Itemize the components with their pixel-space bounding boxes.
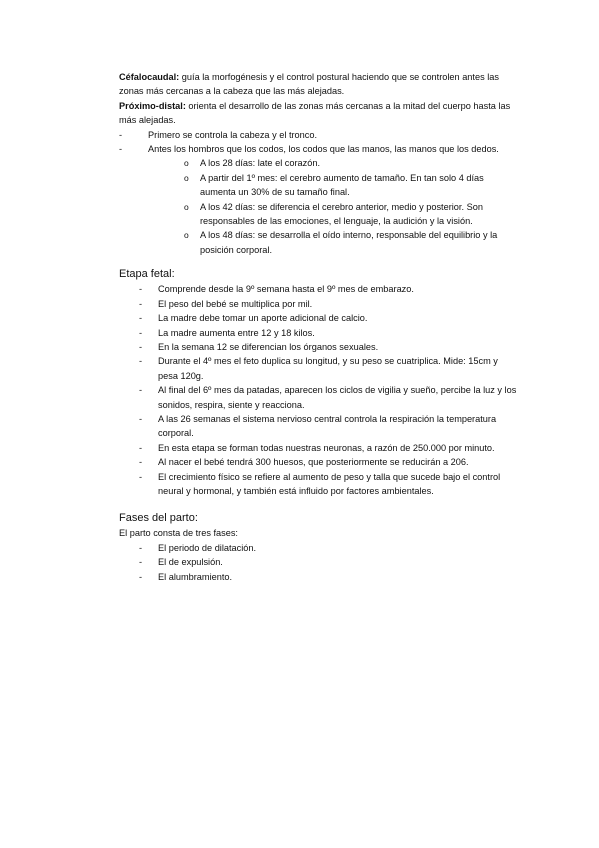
proximodistal-paragraph [119, 99, 519, 128]
document-body [119, 70, 519, 584]
list-item: - Durante el 4º mes el feto duplica su longitud, y su peso se cuatriplica. Mide: 15cm y pesa 120g. [119, 354, 519, 383]
cefalocaudal-text: guía la morfogénesis y el control postural haciendo que se controlen antes las zonas más cercanas a la cabeza que las más alejadas. [119, 72, 499, 97]
development-list [119, 128, 519, 258]
proximodistal-text: orienta el desarrollo de las zonas más cercanas a la mitad del cuerpo hasta las más alejadas. [119, 100, 511, 126]
birth-phases-intro: El parto consta de tres fases: [119, 528, 238, 539]
list-item: - A las 26 semanas el sistema nervioso central controla la respiración la temperatura corporal. [119, 412, 519, 441]
list-item: - En la semana 12 se diferencian los órganos sexuales. [119, 340, 519, 354]
list-item: - El crecimiento físico se refiere al aumento de peso y talla que sucede bajo el control neural y hormonal, y también está influido por factores ambientales. [119, 470, 519, 499]
cefalocaudal-paragraph [119, 70, 519, 99]
list-item: - El alumbramiento. [119, 570, 519, 584]
sub-list-item: o A los 48 días: se desarrolla el oído interno, responsable del equilibrio y la posición corporal. [184, 228, 519, 257]
sub-list-item: o A partir del 1º mes: el cerebro aumento de tamaño. En tan solo 4 días aumenta un 30% de su tamaño final. [184, 171, 519, 200]
list-item: - La madre debe tomar un aporte adicional de calcio. [119, 311, 519, 325]
milestone-sublist [184, 156, 519, 257]
list-item: - Comprende desde la 9º semana hasta el 9º mes de embarazo. [119, 282, 519, 296]
fetal-stage-heading: Etapa fetal: [119, 268, 175, 281]
cefalocaudal-term: Céfalocaudal: [119, 72, 180, 82]
list-item: - Al nacer el bebé tendrá 300 huesos, que posteriormente se reducirán a 206. [119, 455, 519, 469]
birth-phases-heading: Fases del parto: [119, 512, 198, 525]
list-item: - El periodo de dilatación. [119, 541, 519, 555]
list-item [119, 142, 519, 257]
list-item: - La madre aumenta entre 12 y 18 kilos. [119, 326, 519, 340]
sub-list-item: o A los 28 días: late el corazón. [184, 156, 519, 170]
proximodistal-term: Próximo-distal: [119, 100, 186, 111]
list-item: - El de expulsión. [119, 555, 519, 569]
birth-phases-list [119, 541, 519, 584]
list-item: - El peso del bebé se multiplica por mil. [119, 297, 519, 311]
list-item-text: Antes los hombros que los codos, los codos que las manos, las manos que los dedos. [148, 144, 499, 155]
sub-list-item: o A los 42 días: se diferencia el cerebro anterior, medio y posterior. Son responsables de las emociones, el lenguaje, la audición y la visión. [184, 200, 519, 229]
list-item: - En esta etapa se forman todas nuestras neuronas, a razón de 250.000 por minuto. [119, 441, 519, 455]
fetal-stage-list [119, 282, 519, 498]
list-item: - Al final del 6º mes da patadas, aparecen los ciclos de vigilia y sueño, percibe la luz y los sonidos, respira, siente y reacciona. [119, 383, 519, 412]
list-item: - Primero se controla la cabeza y el tronco. [119, 128, 519, 142]
